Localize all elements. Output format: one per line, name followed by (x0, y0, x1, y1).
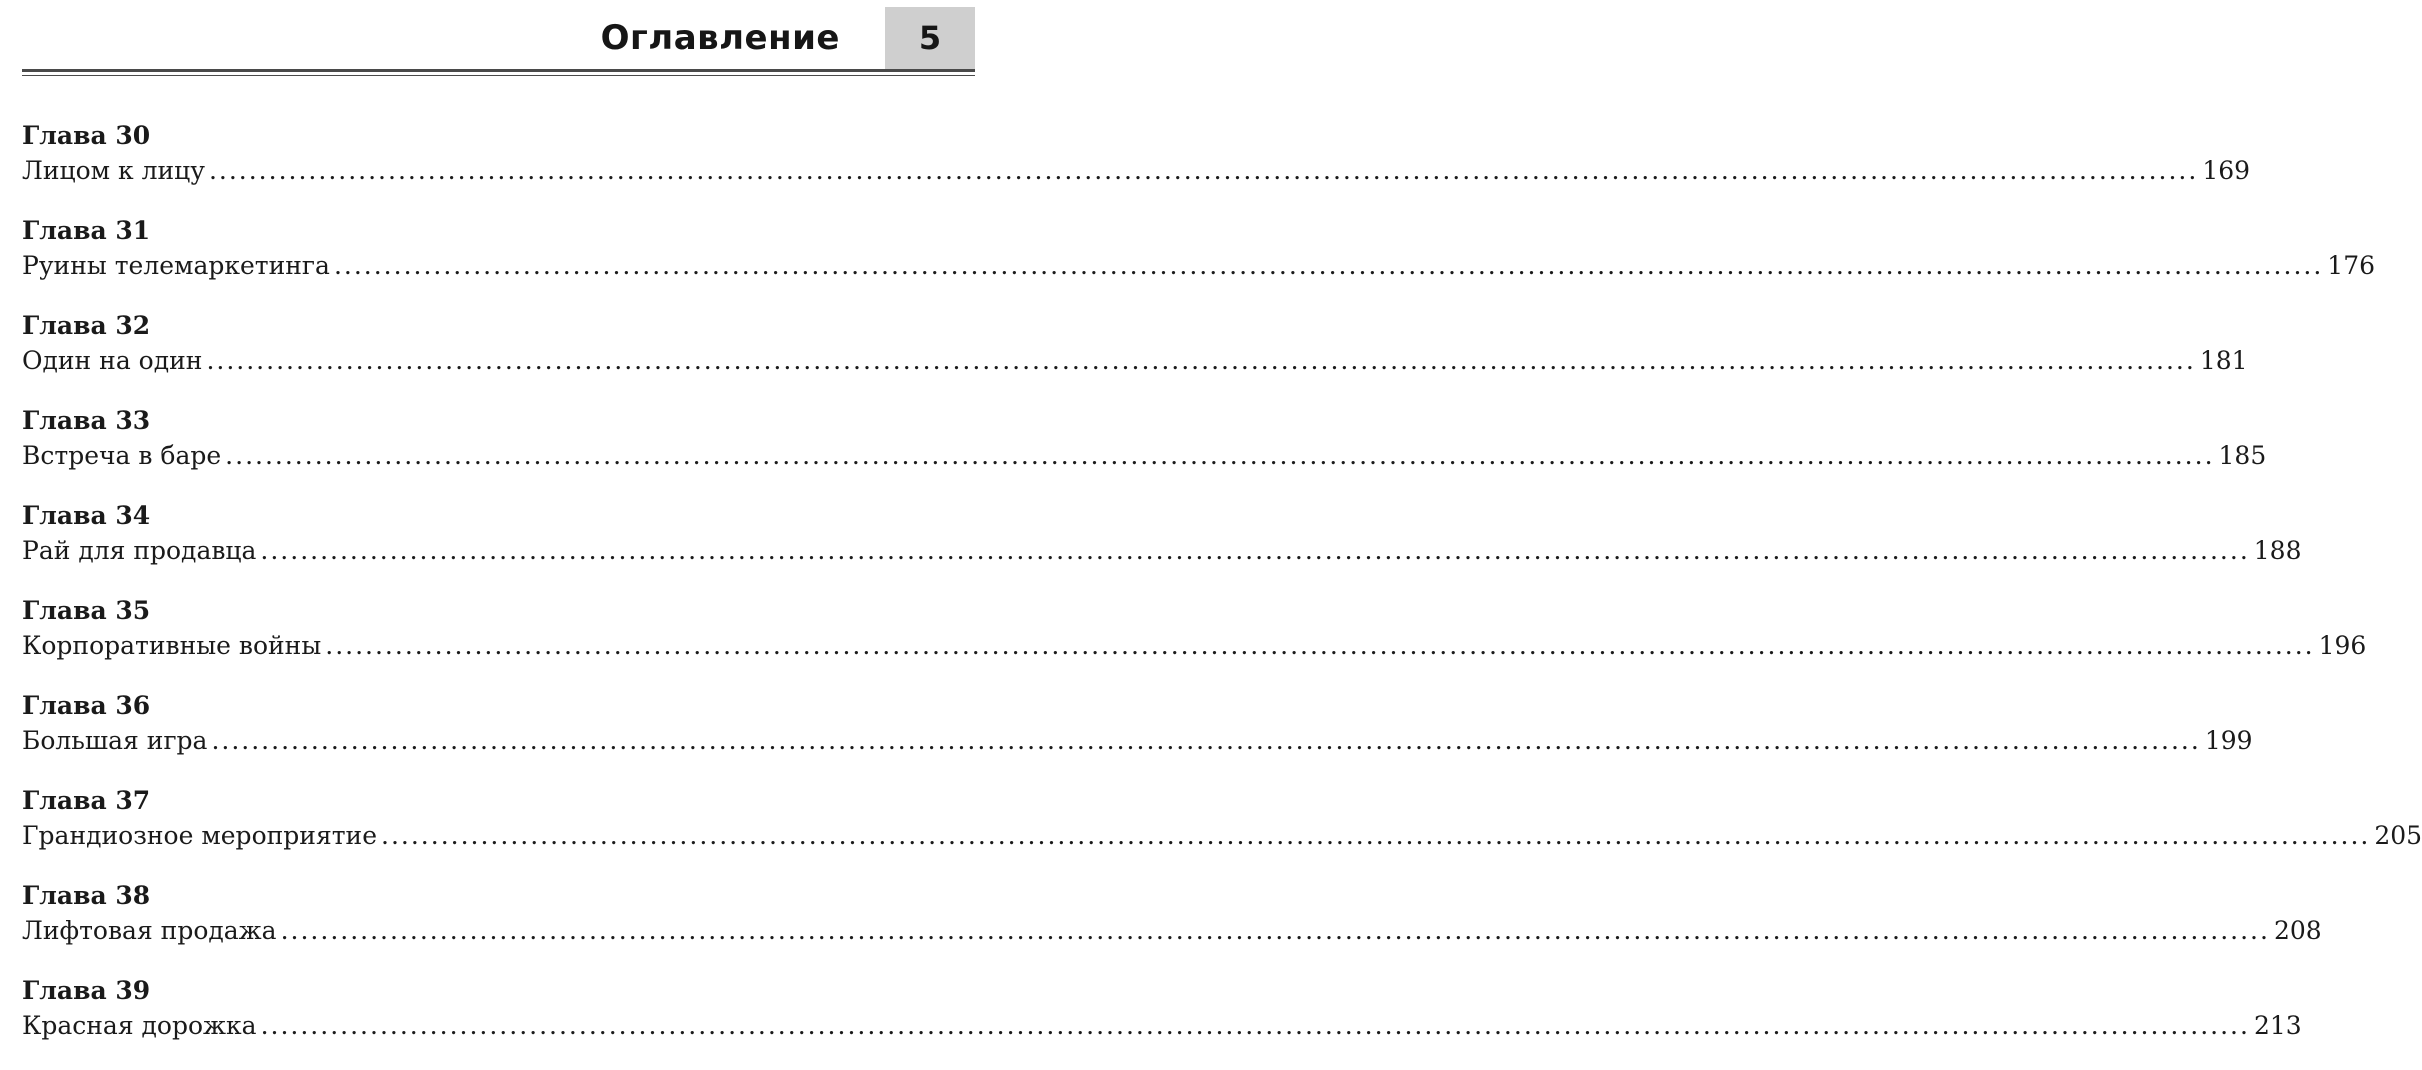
toc-line (22, 724, 2253, 758)
toc-entry[interactable] (22, 215, 2376, 310)
chapter-title: Лифтовая продажа (22, 916, 277, 945)
dot-leader: ........................................................................................................................................................................................................ (225, 441, 2215, 470)
toc-line (22, 154, 2251, 188)
dot-leader: ........................................................................................................................................................................................................ (333, 251, 2324, 280)
toc-entry[interactable] (22, 310, 2248, 405)
dot-leader: ........................................................................................................................................................................................................ (280, 916, 2270, 945)
toc-line (22, 1009, 2302, 1043)
chapter-title: Один на один (22, 346, 203, 375)
toc-entry[interactable] (22, 975, 2302, 1070)
chapter-label: Глава 34 (22, 501, 151, 530)
chapter-page: 205 (2374, 821, 2422, 850)
chapter-page: 196 (2318, 631, 2367, 660)
chapter-page: 213 (2253, 1011, 2302, 1040)
chapter-title: Грандиозное мероприятие (22, 821, 378, 850)
chapter-page: 199 (2204, 726, 2253, 755)
chapter-label: Глава 35 (22, 596, 151, 625)
chapter-label: Глава 31 (22, 216, 151, 245)
toc-line (22, 534, 2302, 568)
toc-line (22, 344, 2248, 378)
chapter-label: Глава 30 (22, 121, 151, 150)
table-of-contents (22, 120, 2422, 1070)
page-number: 5 (918, 19, 942, 57)
page-header (0, 0, 1000, 80)
chapter-title: Красная дорожка (22, 1011, 257, 1040)
chapter-label: Глава 32 (22, 311, 151, 340)
chapter-title: Руины телемаркетинга (22, 251, 330, 280)
header-rule-thick (22, 69, 975, 72)
chapter-page: 176 (2327, 251, 2376, 280)
toc-line (22, 249, 2376, 283)
chapter-label: Глава 36 (22, 691, 151, 720)
chapter-label: Глава 39 (22, 976, 151, 1005)
toc-line (22, 629, 2367, 663)
toc-line (22, 819, 2422, 853)
dot-leader: ........................................................................................................................................................................................................ (208, 156, 2199, 185)
toc-entry[interactable] (22, 880, 2322, 975)
page-number-box (885, 7, 975, 69)
toc-line (22, 914, 2322, 948)
chapter-page: 185 (2218, 441, 2267, 470)
toc-entry[interactable] (22, 690, 2253, 785)
chapter-title: Встреча в баре (22, 441, 222, 470)
chapter-page: 169 (2202, 156, 2251, 185)
page-title: Оглавление (600, 18, 840, 58)
dot-leader: ........................................................................................................................................................................................................ (381, 821, 2371, 850)
dot-leader: ........................................................................................................................................................................................................ (206, 346, 2196, 375)
chapter-label: Глава 37 (22, 786, 151, 815)
chapter-label: Глава 33 (22, 406, 151, 435)
chapter-title: Рай для продавца (22, 536, 257, 565)
dot-leader: ........................................................................................................................................................................................................ (325, 631, 2315, 660)
header-rule-thin (22, 75, 975, 76)
dot-leader: ........................................................................................................................................................................................................ (211, 726, 2201, 755)
toc-entry[interactable] (22, 500, 2302, 595)
toc-entry[interactable] (22, 595, 2367, 690)
chapter-page: 181 (2199, 346, 2248, 375)
chapter-page: 188 (2253, 536, 2302, 565)
toc-entry[interactable] (22, 405, 2267, 500)
chapter-label: Глава 38 (22, 881, 151, 910)
chapter-page: 208 (2273, 916, 2322, 945)
toc-line (22, 439, 2267, 473)
dot-leader: ........................................................................................................................................................................................................ (260, 536, 2250, 565)
chapter-title: Лицом к лицу (22, 156, 205, 185)
chapter-title: Большая игра (22, 726, 208, 755)
toc-entry[interactable] (22, 785, 2422, 880)
dot-leader: ........................................................................................................................................................................................................ (260, 1011, 2250, 1040)
toc-entry[interactable] (22, 120, 2251, 215)
chapter-title: Корпоративные войны (22, 631, 322, 660)
